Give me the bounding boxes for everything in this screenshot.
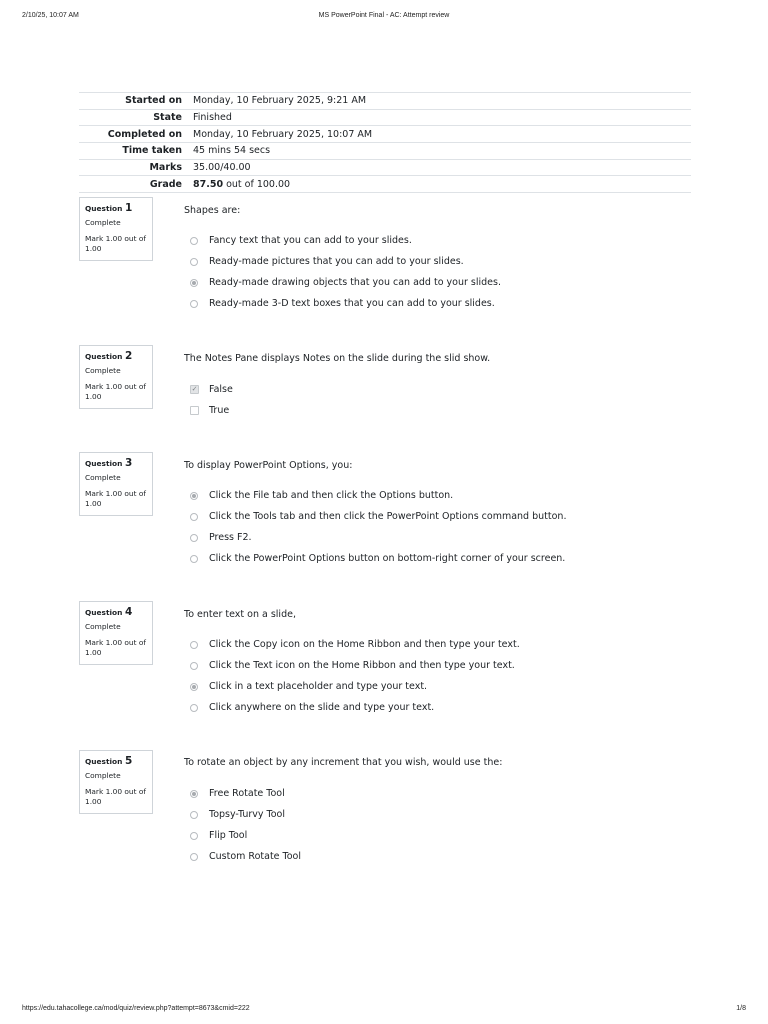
question-number xyxy=(85,607,147,618)
question-state: Complete xyxy=(85,473,121,482)
answer-option[interactable] xyxy=(190,256,464,267)
answer-option-label: False xyxy=(209,384,233,395)
marks-value: 35.00/40.00 xyxy=(191,159,691,176)
print-url: https://edu.tahacollege.ca/mod/quiz/review.php?attempt=8673&cmid=222 xyxy=(22,1005,250,1012)
radio-button-icon[interactable] xyxy=(190,513,198,521)
question-label: Question xyxy=(85,204,123,213)
summary-row-marks xyxy=(79,159,691,176)
print-datetime: 2/10/25, 10:07 AM xyxy=(22,12,79,19)
started-on-value: Monday, 10 February 2025, 9:21 AM xyxy=(191,93,691,110)
answer-option-label: Fancy text that you can add to your slides. xyxy=(209,235,412,246)
radio-button-icon[interactable] xyxy=(190,555,198,563)
question-number-value: 4 xyxy=(124,606,133,618)
answer-option-selected[interactable] xyxy=(190,490,453,501)
grade-label: Grade xyxy=(79,176,191,193)
question-number xyxy=(85,458,147,469)
question-number-value: 1 xyxy=(124,202,133,214)
completed-on-value: Monday, 10 February 2025, 10:07 AM xyxy=(191,126,691,143)
answer-option[interactable] xyxy=(190,702,434,713)
question-info-box xyxy=(79,345,153,409)
answer-option-label: Click the Text icon on the Home Ribbon and then type your text. xyxy=(209,660,515,671)
question-mark: Mark 1.00 out of 1.00 xyxy=(85,489,146,508)
answer-option[interactable] xyxy=(190,298,495,309)
radio-button-selected-icon[interactable] xyxy=(190,790,198,798)
radio-button-selected-icon[interactable] xyxy=(190,279,198,287)
answer-option[interactable] xyxy=(190,830,247,841)
answer-option[interactable] xyxy=(190,660,515,671)
answer-option-label: Click in a text placeholder and type your text. xyxy=(209,681,428,692)
summary-row-time xyxy=(79,143,691,160)
answer-option[interactable] xyxy=(190,809,285,820)
question-number-value: 5 xyxy=(124,755,133,767)
question-state: Complete xyxy=(85,771,121,780)
print-page-title: MS PowerPoint Final - AC: Attempt review xyxy=(318,12,450,19)
answer-option-selected[interactable] xyxy=(190,681,427,692)
radio-button-selected-icon[interactable] xyxy=(190,683,198,691)
question-mark: Mark 1.00 out of 1.00 xyxy=(85,382,146,401)
answer-option-selected[interactable] xyxy=(190,277,501,288)
question-number xyxy=(85,756,147,767)
answer-option[interactable] xyxy=(190,532,252,543)
question-number xyxy=(85,203,147,214)
grade-score: 87.50 xyxy=(193,178,224,190)
radio-button-icon[interactable] xyxy=(190,237,198,245)
question-info-box xyxy=(79,750,153,814)
answer-option-label: Free Rotate Tool xyxy=(209,788,285,799)
summary-row-started xyxy=(79,93,691,110)
radio-button-icon[interactable] xyxy=(190,641,198,649)
state-label: State xyxy=(79,109,191,126)
answer-option[interactable] xyxy=(190,639,520,650)
answer-option-label: Topsy-Turvy Tool xyxy=(209,809,285,820)
radio-button-selected-icon[interactable] xyxy=(190,492,198,500)
radio-button-icon[interactable] xyxy=(190,811,198,819)
question-state: Complete xyxy=(85,366,121,375)
time-taken-label: Time taken xyxy=(79,143,191,160)
answer-option-label: Ready-made pictures that you can add to your slides. xyxy=(209,256,464,267)
answer-option-label: Flip Tool xyxy=(209,830,248,841)
state-value: Finished xyxy=(191,109,691,126)
answer-option-label: Click the Copy icon on the Home Ribbon and then type your text. xyxy=(209,639,520,650)
answer-option-label: Click anywhere on the slide and type your text. xyxy=(209,702,435,713)
question-info-box xyxy=(79,601,153,665)
question-info-box xyxy=(79,197,153,261)
answer-option[interactable] xyxy=(190,405,229,416)
question-info-box xyxy=(79,452,153,516)
started-on-label: Started on xyxy=(79,93,191,110)
answer-option[interactable] xyxy=(190,511,566,522)
radio-button-icon[interactable] xyxy=(190,704,198,712)
checkbox-icon[interactable] xyxy=(190,406,199,415)
question-mark: Mark 1.00 out of 1.00 xyxy=(85,787,146,806)
answer-option-label: Click the Tools tab and then click the PowerPoint Options command button. xyxy=(209,511,567,522)
answer-option-selected[interactable] xyxy=(190,384,233,395)
question-label: Question xyxy=(85,608,123,617)
print-page-number: 1/8 xyxy=(736,1005,746,1012)
answer-option[interactable] xyxy=(190,235,412,246)
question-text: To enter text on a slide, xyxy=(184,609,296,620)
summary-row-state xyxy=(79,109,691,126)
grade-out-of: out of 100.00 xyxy=(223,178,291,190)
question-state: Complete xyxy=(85,218,121,227)
question-mark: Mark 1.00 out of 1.00 xyxy=(85,638,146,657)
radio-button-icon[interactable] xyxy=(190,258,198,266)
completed-on-label: Completed on xyxy=(79,126,191,143)
answer-option-label: Press F2. xyxy=(209,532,252,543)
summary-row-completed xyxy=(79,126,691,143)
question-number-value: 3 xyxy=(124,457,133,469)
time-taken-value: 45 mins 54 secs xyxy=(191,143,691,160)
radio-button-icon[interactable] xyxy=(190,832,198,840)
question-text: Shapes are: xyxy=(184,205,241,216)
radio-button-icon[interactable] xyxy=(190,300,198,308)
answer-option[interactable] xyxy=(190,851,301,862)
radio-button-icon[interactable] xyxy=(190,853,198,861)
answer-option-label: Ready-made drawing objects that you can add to your slides. xyxy=(209,277,501,288)
question-text: The Notes Pane displays Notes on the slide during the slid show. xyxy=(184,353,491,364)
summary-row-grade xyxy=(79,176,691,193)
marks-label: Marks xyxy=(79,159,191,176)
radio-button-icon[interactable] xyxy=(190,662,198,670)
question-state: Complete xyxy=(85,622,121,631)
answer-option-label: Click the File tab and then click the Options button. xyxy=(209,490,454,501)
question-label: Question xyxy=(85,459,123,468)
question-mark: Mark 1.00 out of 1.00 xyxy=(85,234,146,253)
radio-button-icon[interactable] xyxy=(190,534,198,542)
question-label: Question xyxy=(85,757,123,766)
answer-option-label: True xyxy=(209,405,230,416)
answer-option-label: Ready-made 3-D text boxes that you can add to your slides. xyxy=(209,298,495,309)
attempt-summary-table xyxy=(79,92,691,193)
checkbox-checked-icon[interactable]: ✓ xyxy=(191,385,198,393)
grade-value xyxy=(191,176,691,193)
question-number-value: 2 xyxy=(124,350,133,362)
question-number xyxy=(85,351,147,362)
answer-option-label: Click the PowerPoint Options button on bottom-right corner of your screen. xyxy=(209,553,566,564)
question-label: Question xyxy=(85,352,123,361)
question-text: To display PowerPoint Options, you: xyxy=(184,460,353,471)
answer-option-label: Custom Rotate Tool xyxy=(209,851,301,862)
question-text: To rotate an object by any increment that you wish, would use the: xyxy=(184,757,503,768)
answer-option[interactable] xyxy=(190,553,565,564)
answer-option-selected[interactable] xyxy=(190,788,285,799)
